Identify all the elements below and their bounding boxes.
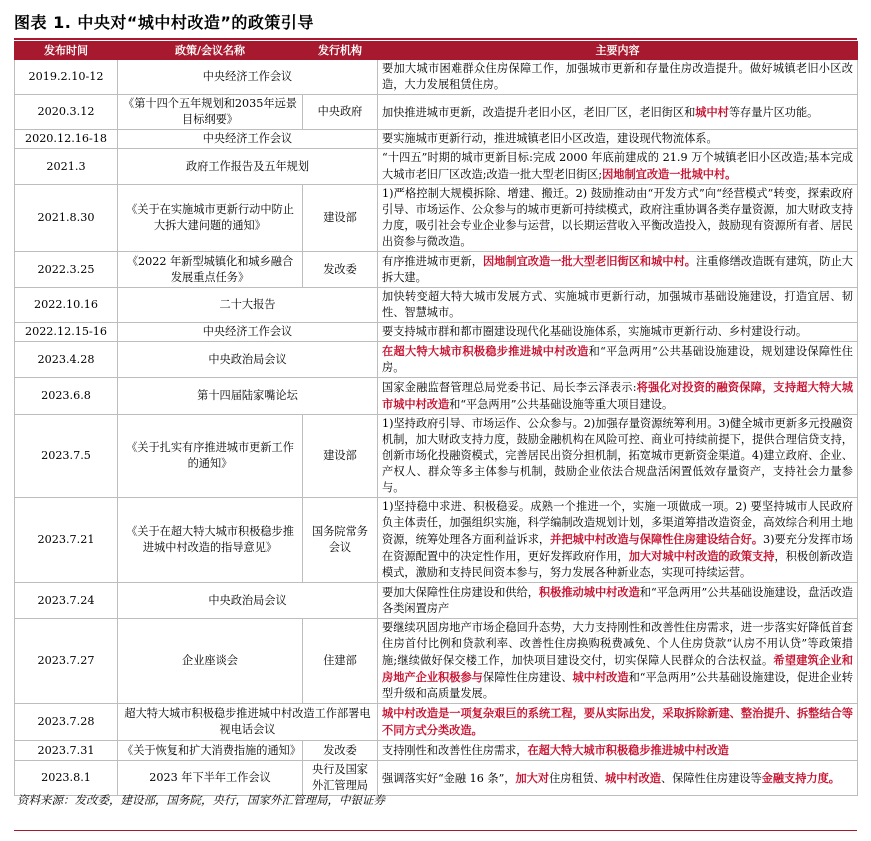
table-row xyxy=(15,323,858,342)
table-row xyxy=(15,288,858,323)
policy-table xyxy=(14,41,858,796)
row-policy-name: 《关于在实施城市更新行动中防止大拆大建问题的通知》 xyxy=(118,185,303,252)
row-main-content xyxy=(378,498,858,583)
highlighted-text: 将强化对投资的融资保障，支持超大特大城市城中村改造 xyxy=(382,380,853,411)
row-main-content xyxy=(378,583,858,619)
row-date: 2021.8.30 xyxy=(15,185,118,252)
content-text: 支持刚性和改善性住房需求， xyxy=(382,744,528,757)
highlighted-text: 金融支持力度。 xyxy=(761,770,840,785)
row-policy-name: 《第十四个五年规划和2035年远景目标纲要》 xyxy=(118,95,303,130)
row-main-content xyxy=(378,378,858,415)
row-main-content xyxy=(378,185,858,252)
content-text: 有序推进城市更新， xyxy=(382,255,483,268)
table-row xyxy=(15,761,858,796)
row-issuer: 建设部 xyxy=(303,415,378,498)
footer-rule xyxy=(14,830,857,831)
content-text: ，积极创新改造模式，激励和支持民间资本参与，努力发展各种新业态，实现可持续运营。 xyxy=(382,550,853,579)
row-date: 2020.3.12 xyxy=(15,95,118,130)
highlighted-text: 在超大特大城市积极稳步推进城中村改造 xyxy=(382,344,589,358)
highlighted-text: 在超大特大城市积极稳步推进城中村改造 xyxy=(527,743,729,757)
row-date: 2023.7.27 xyxy=(15,619,118,704)
table-row xyxy=(15,583,858,619)
row-main-content xyxy=(378,323,858,342)
content-text: 等存量片区功能。 xyxy=(728,105,819,119)
highlighted-text: 城中村改造是一项复杂艰巨的系统工程，要从实际出发，采取拆除新建、整治提升、拆整结合等不同方式分类改造。 xyxy=(382,706,853,737)
highlighted-text: 积极推动城中村改造 xyxy=(538,585,640,599)
content-text: 和“平急两用”公共基础设施等重大项目建设。 xyxy=(449,398,674,411)
row-main-content xyxy=(378,130,858,149)
table-row xyxy=(15,95,858,130)
highlighted-text: 城中村改造 xyxy=(572,670,629,684)
row-main-content xyxy=(378,704,858,741)
row-policy-name: 《2022 年新型城镇化和城乡融合发展重点任务》 xyxy=(118,252,303,288)
row-policy-name: 中央经济工作会议 xyxy=(118,60,378,95)
content-text: 强调落实好“金融 16 条”， xyxy=(382,771,516,785)
row-issuer: 建设部 xyxy=(303,185,378,252)
row-issuer: 发改委 xyxy=(303,252,378,288)
row-date: 2023.7.28 xyxy=(15,704,118,741)
table-row xyxy=(15,741,858,761)
row-date: 2023.6.8 xyxy=(15,378,118,415)
row-main-content xyxy=(378,252,858,288)
row-policy-name: 第十四届陆家嘴论坛 xyxy=(118,378,378,415)
header-main-content: 主要内容 xyxy=(378,42,858,60)
table-row xyxy=(15,130,858,149)
table-header-row xyxy=(15,42,858,60)
highlighted-text: 加大对 xyxy=(515,770,550,785)
row-date: 2022.10.16 xyxy=(15,288,118,323)
highlighted-text: 城中村 xyxy=(695,104,729,119)
row-policy-name: 企业座谈会 xyxy=(118,619,303,704)
row-policy-name: 二十大报告 xyxy=(118,288,378,323)
content-text: 要继续巩固房地产市场企稳回升态势，大力支持刚性和改善性住房需求，进一步落实好降低首套住房首付比例和贷款利率、改善性住房换购税费减免、个人住房贷款“认房不用认贷”等政策措施;继续做好保交楼工作，加快项目建设交付，切实保障人民群众的合法权益。 xyxy=(382,621,853,667)
row-main-content xyxy=(378,149,858,185)
row-date: 2023.7.24 xyxy=(15,583,118,619)
content-text: 要加大保障性住房建设和供给， xyxy=(382,586,539,599)
highlighted-text: 希望建筑企业和房地产企业积极参与 xyxy=(382,653,853,684)
table-row xyxy=(15,185,858,252)
row-policy-name: 中央政治局会议 xyxy=(118,342,378,378)
row-issuer: 住建部 xyxy=(303,619,378,704)
row-policy-name: 2023 年下半年工作会议 xyxy=(118,761,303,796)
row-main-content xyxy=(378,415,858,498)
content-text: 注重修缮改造既有建筑，防止大拆大建。 xyxy=(382,255,853,284)
content-text: 和“平急两用”公共基础设施建设，规划建设保障性住房。 xyxy=(382,345,853,374)
content-text: 要加大城市困难群众住房保障工作，加强城市更新和存量住房改造提升。做好城镇老旧小区改造，大力发展租赁住房。 xyxy=(382,62,853,91)
header-issuer: 发行机构 xyxy=(303,42,378,60)
row-date: 2023.8.1 xyxy=(15,761,118,796)
row-issuer: 央行及国家外汇管理局 xyxy=(303,761,378,796)
row-policy-name: 政府工作报告及五年规划 xyxy=(118,149,378,185)
content-text: 要实施城市更新行动，推进城镇老旧小区改造，建设现代物流体系。 xyxy=(382,132,718,145)
row-date: 2022.12.15-16 xyxy=(15,323,118,342)
highlighted-text: 因地制宜改造一批大型老旧街区和城中村。 xyxy=(482,254,697,268)
header-policy-name: 政策/会议名称 xyxy=(118,42,303,60)
row-main-content xyxy=(378,741,858,761)
row-policy-name: 《关于恢复和扩大消费指施的通知》 xyxy=(118,741,303,761)
table-row xyxy=(15,60,858,95)
content-text: 国家金融监督管理总局党委书记、局长李云泽表示: xyxy=(382,381,637,394)
row-policy-name: 《关于扎实有序推进城市更新工作的通知》 xyxy=(118,415,303,498)
table-row xyxy=(15,704,858,741)
row-issuer: 中央政府 xyxy=(303,95,378,130)
table-row xyxy=(15,252,858,288)
content-text: 加快推进城市更新，改造提升老旧小区，老旧厂区，老旧街区和 xyxy=(382,105,696,119)
table-row xyxy=(15,342,858,378)
row-date: 2019.2.10-12 xyxy=(15,60,118,95)
row-main-content xyxy=(378,342,858,378)
row-policy-name: 中央政治局会议 xyxy=(118,583,378,619)
content-text: 1)严格控制大规模拆除、增建、搬迁。2) 鼓励推动由“开发方式”向“经营模式”转变，探索政府引导、市场运作、公众参与的城市更新可持续模式，政府注重协调各类存量资源，加大财政支持力度，吸引社会专业企业参与运营，以长期运营收入平衡改造投入，鼓励现有资源所有者、居民出资参与微改造。 xyxy=(382,187,853,248)
row-date: 2022.3.25 xyxy=(15,252,118,288)
highlighted-text: 并把城中村改造与保障性住房建设结合好。 xyxy=(550,532,764,546)
content-text: 和“平急两用”公共基础设施建设，促进企业转型升级和高质量发展。 xyxy=(382,671,853,700)
row-main-content xyxy=(378,95,858,130)
row-policy-name: 《关于在超大特大城市积极稳步推进城中村改造的指导意见》 xyxy=(118,498,303,583)
row-date: 2021.3 xyxy=(15,149,118,185)
table-row xyxy=(15,149,858,185)
table-body xyxy=(15,60,858,796)
row-main-content xyxy=(378,761,858,796)
row-policy-name: 中央经济工作会议 xyxy=(118,323,378,342)
highlighted-text: 城中村改造 xyxy=(605,770,661,785)
content-text: 1)坚持稳中求进、积极稳妥。成熟一个推进一个，实施一项做成一项。2) 要坚持城市人民政府负主体责任，加强组织实施，科学编制改造规划计划，多渠道筹措改造资金，高效综合利用土地资源，统筹处理各方面利益诉求， xyxy=(382,500,853,546)
highlighted-text: 加大对城中村改造的政策支持 xyxy=(628,549,775,563)
figure-title: 图表 1. 中央对“城中村改造”的政策引导 xyxy=(14,13,314,32)
row-date: 2020.12.16-18 xyxy=(15,130,118,149)
row-date: 2023.7.21 xyxy=(15,498,118,583)
content-text: 1)坚持政府引导、市场运作、公众参与。2)加强存量资源统筹利用。3)健全城市更新多元投融资机制，加大财政支持力度，鼓励金融机构在风险可控、商业可持续前提下，提供合理信贷支持，创新市场化投融资模式，完善居民出资分担机制，拓宽城市更新资金渠道。4)建立政府、企业、产权人、群众等多主体参与机制，鼓励企业依法合规盘活闲置低效存量资产，支持社会力量参与。 xyxy=(382,417,853,494)
row-date: 2023.7.5 xyxy=(15,415,118,498)
content-text: 和“平急两用”公共基础设施建设，盘活改造各类闲置房产 xyxy=(382,586,853,615)
row-issuer: 发改委 xyxy=(303,741,378,761)
row-policy-name: 中央经济工作会议 xyxy=(118,130,378,149)
row-main-content xyxy=(378,60,858,95)
content-text: 3)要充分发挥市场在资源配置中的决定性作用，更好发挥政府作用， xyxy=(382,533,853,563)
figure-title-bar xyxy=(14,8,857,40)
content-text: 住房租赁、 xyxy=(549,771,606,785)
row-date: 2023.4.28 xyxy=(15,342,118,378)
content-text: 要支持城市群和都市圈建设现代化基础设施体系，实施城市更新行动、乡村建设行动。 xyxy=(382,325,808,338)
highlighted-text: 因地制宜改造一批城中村。 xyxy=(602,167,737,181)
table-row xyxy=(15,378,858,415)
header-date: 发布时间 xyxy=(15,42,118,60)
row-date: 2023.7.31 xyxy=(15,741,118,761)
row-policy-name: 超大特大城市积极稳步推进城中村改造工作部署电视电话会议 xyxy=(118,704,378,741)
row-main-content xyxy=(378,619,858,704)
content-text: “十四五”时期的城市更新目标:完成 2000 年底前建成的 21.9 万个城镇老旧小区改造;基本完成大城市老旧厂区改造;改造一批大型老旧街区; xyxy=(382,151,853,181)
source-note: 资料来源：发改委，建设部，国务院，央行，国家外汇管理局，中银证券 xyxy=(17,793,385,807)
content-text: 加快转变超大特大城市发展方式、实施城市更新行动，加强城市基础设施建设，打造宜居、韧性、智慧城市。 xyxy=(382,290,853,319)
row-issuer: 国务院常务会议 xyxy=(303,498,378,583)
content-text: 、保障性住房建设等 xyxy=(660,771,762,785)
table-row xyxy=(15,415,858,498)
content-text: 保障性住房建设、 xyxy=(482,671,573,684)
row-main-content xyxy=(378,288,858,323)
table-row xyxy=(15,619,858,704)
table-row xyxy=(15,498,858,583)
